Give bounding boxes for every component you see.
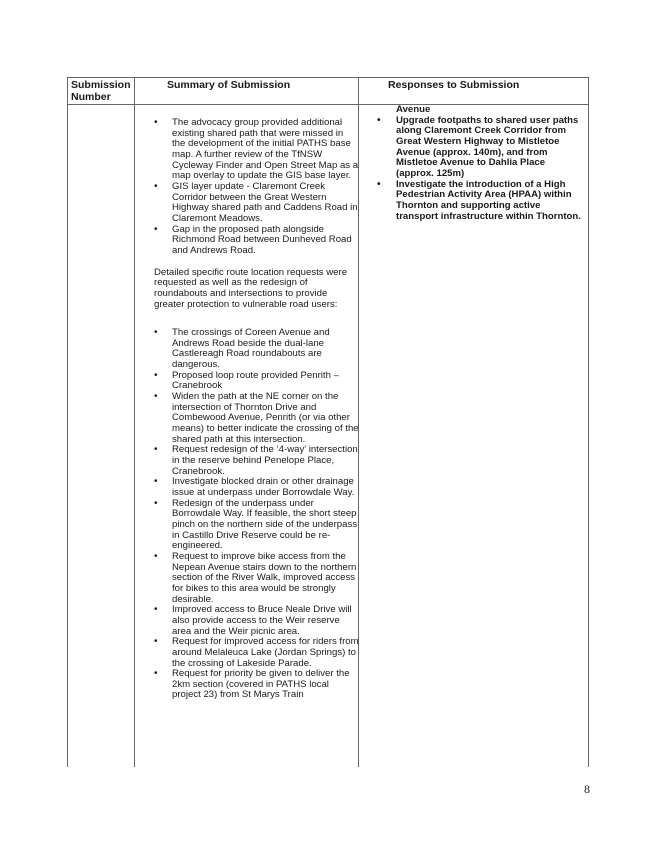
bullet-icon: •	[154, 327, 158, 339]
submissions-table	[67, 77, 589, 767]
summary-cell	[154, 118, 359, 701]
bullet-icon: •	[154, 668, 158, 680]
column-divider	[134, 78, 135, 767]
list-item: • GIS layer update - Claremont Creek Corridor between the Great Western Highway shared path and Caddens Road in Claremont Meadows.	[154, 180, 358, 224]
bullet-icon: •	[154, 550, 158, 562]
response-bullet-list	[374, 116, 584, 223]
bullet-icon: •	[154, 497, 158, 509]
bullet-icon: •	[377, 114, 381, 126]
list-item: • Request for improved access for riders from around Melaleuca Lake (Jordan Springs) to the crossing of Lakeside Parade.	[154, 636, 359, 669]
list-item: • Redesign of the underpass under Borrowdale Way. If feasible, the short steep pinch on the northern side of the underpass in Castillo Drive Reserve could be re-engineered.	[154, 497, 358, 552]
page-number: 8	[584, 782, 590, 796]
list-item: • Upgrade footpaths to shared user paths along Claremont Creek Corridor from Great Western Highway to Mistletoe Avenue (approx. 140m), and from Mistletoe Avenue to Dahlia Place (approx. 125m)	[377, 114, 579, 179]
responses-cell	[374, 105, 584, 222]
bullet-icon: •	[154, 223, 158, 235]
bullet-icon: •	[154, 369, 158, 381]
header-summary: Summary of Submission	[167, 79, 291, 91]
header-responses: Responses to Submission	[388, 79, 520, 91]
response-continuation: Avenue	[396, 104, 431, 115]
list-item: • Widen the path at the NE corner on the intersection of Thornton Drive and Combewood Avenue, Penrith (or via other means) to better indicate the crossing of the shared path at this intersection.	[154, 391, 359, 445]
list-item: • Investigate the introduction of a High Pedestrian Activity Area (HPAA) within Thornton and supporting active transport infrastructure within Thornton.	[377, 178, 581, 222]
bullet-icon: •	[377, 178, 381, 190]
list-item: • The advocacy group provided additional existing shared path that were missed in the development of the initial PATHS base map. A further review of the TfNSW Cycleway Finder and Open Street Map as a map overlay to update the GIS base layer.	[154, 117, 359, 182]
summary-bullet-list	[154, 118, 359, 257]
list-item: • Investigate blocked drain or other drainage issue at underpass under Borrowdale Way.	[154, 476, 355, 498]
bullet-icon: •	[154, 391, 158, 403]
bullet-icon: •	[154, 476, 158, 488]
list-item: • Proposed loop route provided Penrith – Cranebrook	[154, 369, 339, 392]
list-item: • Improved access to Bruce Neale Drive will also provide access to the Weir reserve area and the Weir picnic area.	[154, 604, 352, 637]
list-item: • Request for priority be given to deliver the 2km section (covered in PATHS local project 23) from St Marys Train	[154, 668, 350, 701]
route-request-list	[154, 328, 359, 701]
list-item: • Gap in the proposed path alongside Richmond Road between Dunheved Road and Andrews Road.	[154, 223, 352, 256]
bullet-icon: •	[154, 444, 158, 456]
bullet-icon: •	[154, 180, 158, 192]
bullet-icon: •	[154, 604, 158, 616]
list-item: • Request to improve bike access from the Nepean Avenue stairs down to the northern section of the River Walk, improved access for bikes to this area would be strongly desirable.	[154, 550, 357, 605]
bullet-icon: •	[154, 636, 158, 648]
list-item: • Request redesign of the ‘4-way’ intersection in the reserve behind Penelope Place, Cranebrook.	[154, 444, 358, 477]
header-submission-number: Submission Number	[71, 79, 131, 103]
bullet-icon: •	[154, 117, 158, 128]
list-item: • The crossings of Coreen Avenue and Andrews Road beside the dual-lane Castlereagh Road roundabouts are dangerous.	[154, 327, 330, 371]
summary-paragraph: Detailed specific route location requests were requested as well as the redesign of roundabouts and intersections to provide greater protection to vulnerable road users:	[154, 266, 348, 310]
